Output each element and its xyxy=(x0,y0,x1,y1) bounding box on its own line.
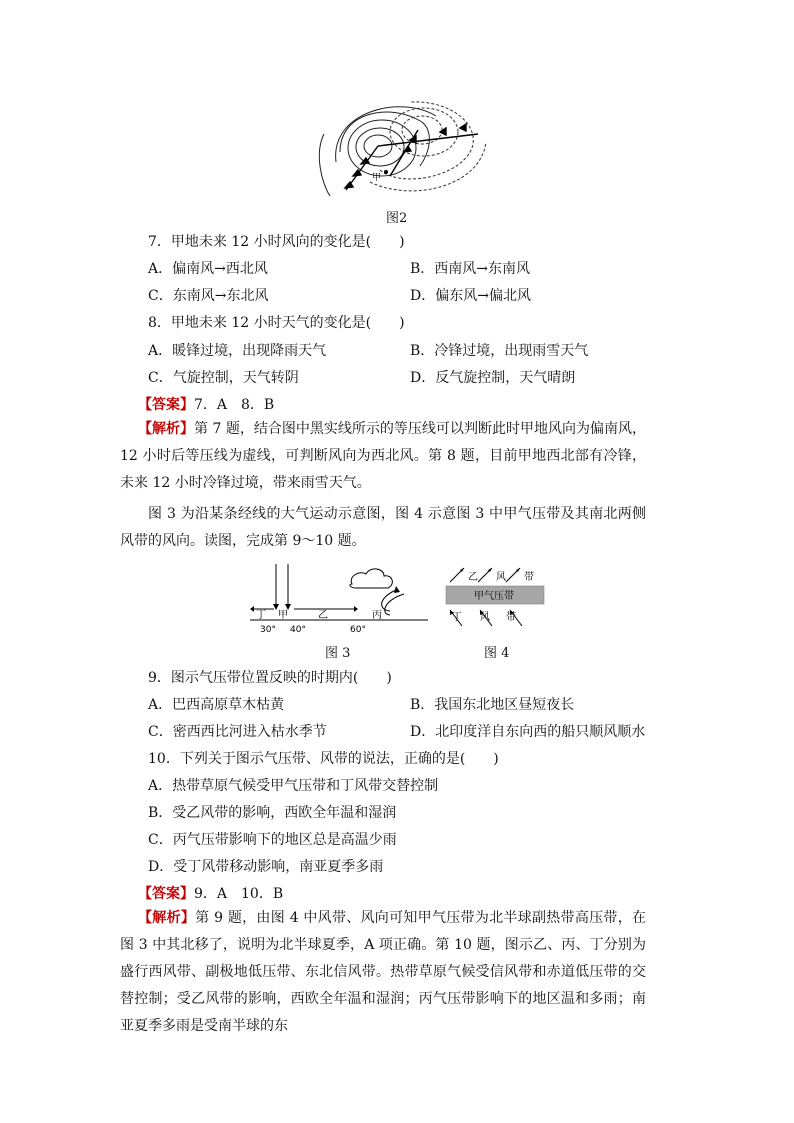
fig4-bottom-label-dai: 带 xyxy=(506,612,516,623)
fig4-bottom-label-feng: 风 xyxy=(480,612,490,623)
fig4-top-label-feng: 风 xyxy=(496,572,506,583)
fig4-top-label-dai: 带 xyxy=(524,572,534,583)
front-triangle xyxy=(404,146,411,152)
q9-stem: 9．图示气压带位置反映的时期内( ) xyxy=(148,670,392,686)
fig3-tick-60: 60° xyxy=(350,625,366,635)
q7-option-a: A．偏南风→西北风 xyxy=(148,261,268,277)
q8-option-d: D．反气旋控制，天气晴朗 xyxy=(410,370,576,386)
q8-option-c: C．气旋控制，天气转阴 xyxy=(148,370,299,386)
figure-2-caption: 图2 xyxy=(386,211,408,226)
warm-front-line xyxy=(378,134,478,146)
analysis-tag: 【解析】 xyxy=(138,421,195,437)
fig3-tick-40: 40° xyxy=(290,625,306,635)
fig3-tick-30: 30° xyxy=(260,625,276,635)
fig3-label-jia: 甲 xyxy=(278,610,288,621)
q7-stem: 7．甲地未来 12 小时风向的变化是( ) xyxy=(148,234,405,250)
figure-2-weather-map xyxy=(310,92,490,200)
q7-option-c: C．东南风→东北风 xyxy=(148,288,269,304)
jia-location-dot xyxy=(384,170,388,174)
fig4-bottom-label-ding: 丁 xyxy=(452,612,462,623)
fig3-label-bing: 丙 xyxy=(372,610,382,621)
answer-text: 7．A 8．B xyxy=(194,397,275,413)
analysis-tag: 【解析】 xyxy=(138,910,196,926)
cloud xyxy=(350,569,392,588)
q10-option-a: A．热带草原气候受甲气压带和丁风带交替控制 xyxy=(148,778,439,794)
answer-2 xyxy=(138,884,283,904)
analysis-text: 第 7 题，结合图中黑实线所示的等压线可以判断此时甲地风向为偏南风，12 小时后等压线为虚线，可判断风向为西北风。第 8 题，目前甲地西北部有冷锋，未来 12 小时冷锋过境，带来雨雪天气。 xyxy=(120,421,647,491)
answer-tag: 【答案】 xyxy=(138,886,194,902)
q9-option-d: D．北印度洋自东向西的船只顺风顺水 xyxy=(410,724,646,740)
q7-option-b: B．西南风→东南风 xyxy=(410,261,531,277)
rising-air-curve xyxy=(382,590,396,611)
isobar-solid xyxy=(319,134,330,196)
q9-option-b: B．我国东北地区昼短夜长 xyxy=(410,697,575,713)
q9-option-c: C．密西西比河进入枯水季节 xyxy=(148,724,327,740)
q8-stem: 8．甲地未来 12 小时天气的变化是( ) xyxy=(148,315,405,331)
q10-option-c: C．丙气压带影响下的地区总是高温少雨 xyxy=(148,832,397,848)
answer-1 xyxy=(138,395,274,415)
answer-tag: 【答案】 xyxy=(138,397,194,413)
figure-4-diagram xyxy=(444,562,548,632)
figure-3-diagram xyxy=(250,560,430,636)
fig4-top-label-yi: 乙 xyxy=(468,572,478,583)
q8-option-b: B．冷锋过境，出现雨雪天气 xyxy=(410,343,589,359)
fig3-label-yi: 乙 xyxy=(318,610,328,621)
q10-option-b: B．受乙风带的影响，西欧全年温和湿润 xyxy=(148,805,397,821)
fig4-band-label: 甲气压带 xyxy=(474,591,514,602)
q8-option-a: A．暖锋过境，出现降雨天气 xyxy=(148,343,327,359)
q10-stem: 10．下列关于图示气压带、风带的说法，正确的是( ) xyxy=(148,751,499,767)
fig3-label-ding: 丁 xyxy=(256,610,266,621)
rising-air-curve xyxy=(385,594,404,615)
analysis-1 xyxy=(120,416,646,497)
q10-option-d: D．受丁风带移动影响，南亚夏季多雨 xyxy=(148,859,384,875)
analysis-text: 第 9 题，由图 4 中风带、风向可知甲气压带为北半球副热带高压带，在图 3 中其北移了，说明为北半球夏季，A 项正确。第 10 题，图示乙、丙、丁分别为盛行西风带、副极地低压带、东北信风带。热带草原气候受信风带和赤道低压带的交替控制；受乙风带的影响，西欧全年温和湿润；丙气压带影响下的地区温和多雨；南亚夏季多雨是受南半球的东 xyxy=(120,910,646,1034)
fig2-jia-label: 甲 xyxy=(372,173,382,183)
q7-option-d: D．偏东风→偏北风 xyxy=(410,288,531,304)
q9-option-a: A．巴西高原草木枯黄 xyxy=(148,697,285,713)
figure-3-caption: 图 3 xyxy=(325,646,351,661)
answer-text: 9．A 10．B xyxy=(194,886,284,902)
front-triangle xyxy=(440,128,446,135)
front-triangle xyxy=(460,124,466,131)
isobar-dashed xyxy=(390,108,458,156)
isobar-solid xyxy=(336,107,436,162)
figure-4-caption: 图 4 xyxy=(484,646,510,661)
analysis-2 xyxy=(120,905,646,1040)
intro-paragraph: 图 3 为沿某条经线的大气运动示意图，图 4 示意图 3 中甲气压带及其南北两侧风带的风向。读图，完成第 9～10 题。 xyxy=(120,506,646,549)
